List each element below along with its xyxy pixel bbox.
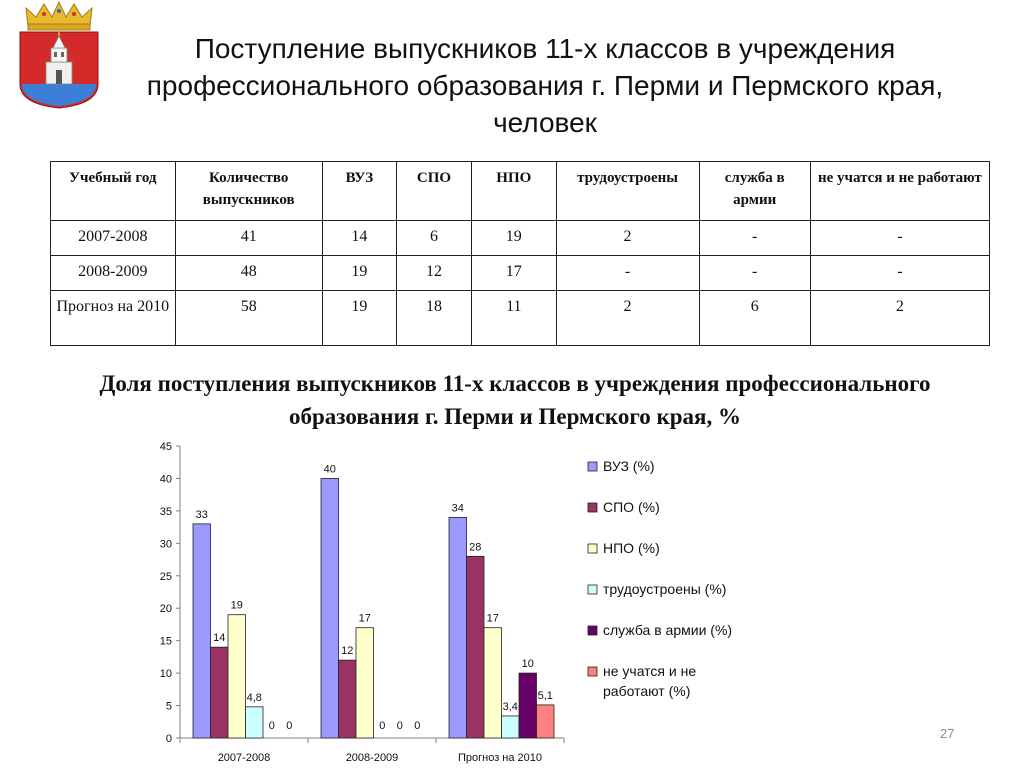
data-label: 0 bbox=[286, 720, 293, 732]
table-cell: 41 bbox=[175, 221, 322, 256]
table-cell: 2007-2008 bbox=[51, 221, 176, 256]
table-cell: - bbox=[556, 256, 699, 291]
table-cell: 2 bbox=[556, 291, 699, 346]
data-label: 0 bbox=[268, 720, 275, 732]
legend-label: ВУЗ (%) bbox=[603, 458, 655, 474]
y-tick-label: 45 bbox=[159, 441, 172, 453]
data-label: 28 bbox=[469, 541, 482, 554]
legend-label: НПО (%) bbox=[603, 540, 660, 556]
legend-label: не учатся и не работают (%) bbox=[603, 663, 697, 699]
y-tick-label: 30 bbox=[159, 538, 172, 551]
table-cell: 6 bbox=[699, 291, 810, 346]
table-cell: 19 bbox=[472, 221, 556, 256]
y-tick-label: 0 bbox=[165, 733, 172, 745]
page-number: 27 bbox=[940, 726, 955, 741]
bar bbox=[193, 524, 211, 738]
header-year: Учебный год bbox=[51, 162, 176, 221]
legend-swatch bbox=[588, 626, 597, 635]
header-not-working: не учатся и не работают bbox=[810, 162, 989, 221]
table-cell: 14 bbox=[322, 221, 396, 256]
header-vuz: ВУЗ bbox=[322, 162, 396, 221]
header-npo: НПО bbox=[472, 162, 556, 221]
table-cell: 2008-2009 bbox=[51, 256, 176, 291]
table-cell: 2 bbox=[556, 221, 699, 256]
table-cell: 58 bbox=[175, 291, 322, 346]
table-cell: 18 bbox=[396, 291, 471, 346]
bar bbox=[502, 716, 520, 738]
data-label: 0 bbox=[414, 720, 421, 732]
bar bbox=[519, 673, 537, 738]
data-label: 0 bbox=[379, 720, 386, 732]
bar bbox=[537, 705, 555, 738]
table-cell: 12 bbox=[396, 256, 471, 291]
bar bbox=[246, 707, 264, 738]
data-label: 4,8 bbox=[246, 691, 262, 704]
header-army: служба в армии bbox=[699, 162, 810, 221]
legend-swatch bbox=[588, 503, 597, 512]
x-tick-label: 2008-2009 bbox=[345, 752, 399, 764]
table-cell: 19 bbox=[322, 256, 396, 291]
x-tick-label: Прогноз на 2010 bbox=[457, 752, 543, 764]
y-tick-label: 10 bbox=[159, 668, 172, 681]
bar bbox=[449, 517, 467, 738]
table-cell: 19 bbox=[322, 291, 396, 346]
legend-swatch bbox=[588, 585, 597, 594]
slide-title: Поступление выпускников 11-х классов в учреждения профессионального образования г. Перми и Пермского края, человек bbox=[146, 33, 944, 138]
chart-title: Доля поступления выпускников 11-х классов в учреждения профессионального образования г. Перми и Пермского края, % bbox=[99, 371, 931, 429]
data-label: 17 bbox=[486, 612, 499, 625]
y-tick-label: 35 bbox=[159, 505, 172, 518]
legend-swatch bbox=[588, 544, 597, 553]
table-cell: 11 bbox=[472, 291, 556, 346]
header-spo: СПО bbox=[396, 162, 471, 221]
bar bbox=[339, 660, 357, 738]
table-cell: - bbox=[699, 221, 810, 256]
legend-label: СПО (%) bbox=[603, 499, 660, 515]
table-cell: 17 bbox=[472, 256, 556, 291]
bar bbox=[211, 647, 229, 738]
legend-label: трудоустроены (%) bbox=[603, 581, 727, 597]
legend-label: служба в армии (%) bbox=[603, 622, 733, 638]
bar bbox=[356, 628, 374, 738]
y-tick-label: 5 bbox=[165, 700, 172, 713]
table-cell: Прогноз на 2010 bbox=[51, 291, 176, 346]
data-label: 19 bbox=[230, 599, 243, 612]
bar bbox=[321, 478, 339, 738]
y-tick-label: 15 bbox=[159, 635, 172, 648]
data-label: 33 bbox=[195, 508, 208, 521]
table-cell: - bbox=[699, 256, 810, 291]
table-cell: 2 bbox=[810, 291, 989, 346]
bar bbox=[228, 615, 246, 738]
y-tick-label: 20 bbox=[159, 603, 172, 616]
header-employed: трудоустроены bbox=[556, 162, 699, 221]
data-label: 0 bbox=[396, 720, 403, 732]
bar bbox=[484, 628, 502, 738]
x-tick-label: 2007-2008 bbox=[217, 752, 271, 764]
data-label: 17 bbox=[358, 612, 371, 625]
data-label: 12 bbox=[341, 645, 354, 658]
data-label: 34 bbox=[451, 502, 464, 515]
bar bbox=[467, 556, 485, 738]
data-label: 14 bbox=[213, 632, 226, 645]
data-label: 5,1 bbox=[537, 689, 553, 702]
data-label: 10 bbox=[521, 658, 534, 671]
table-cell: - bbox=[810, 256, 989, 291]
table-cell: 48 bbox=[175, 256, 322, 291]
y-tick-label: 25 bbox=[159, 570, 172, 583]
table-cell: 6 bbox=[396, 221, 471, 256]
header-graduates: Количество выпускников bbox=[175, 162, 322, 221]
table-cell: - bbox=[810, 221, 989, 256]
data-label: 3,4 bbox=[502, 700, 518, 713]
legend-swatch bbox=[588, 667, 597, 676]
data-label: 40 bbox=[323, 463, 336, 476]
legend-swatch bbox=[588, 462, 597, 471]
y-tick-label: 40 bbox=[159, 473, 172, 486]
